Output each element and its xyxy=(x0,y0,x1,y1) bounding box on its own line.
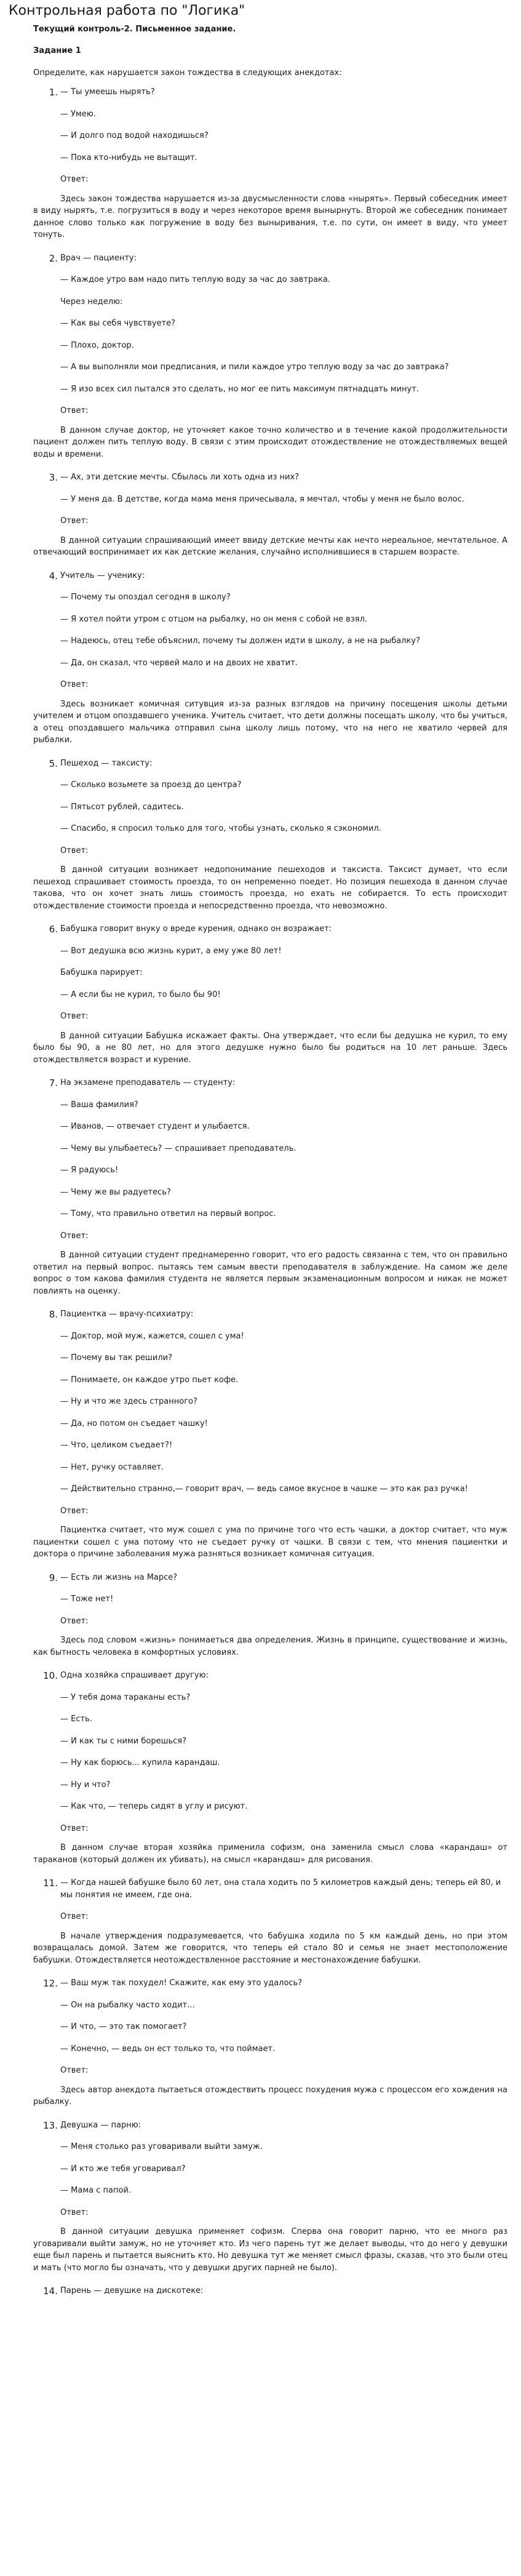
dialogue-line: — Умею. xyxy=(60,109,96,119)
anecdote-item xyxy=(33,758,507,913)
dialogue-line: — И как ты с ними борешься? xyxy=(60,1736,187,1746)
dialogue-line: — Понимаете, он каждое утро пьет кофе. xyxy=(60,1375,239,1385)
dialogue-line: — Чему вы улыбаетесь? — спрашивает преподаватель. xyxy=(60,1143,296,1153)
answer-text: Здесь возникает комичная ситувция из-за разных взглядов на причину посещения школы детьми учителем и отцом опоздавшего ученика. Учитель считает, что дети должны посещать школу, что бы учиться, а отец опоздавшего мальчика отправил сына школу лишь потому, что на него не хватило червей для рыбалки. xyxy=(33,699,507,745)
anecdote-item xyxy=(33,252,507,461)
dialogue-line: — Ну и что? xyxy=(60,1780,111,1790)
dialogue-line: — Когда нашей бабушке было 60 лет, она стала ходить по 5 километров каждый день; теперь ей 80, и мы понятия не имеем, где она. xyxy=(60,1878,501,1900)
dialogue-line: — Он на рыбалку часто ходит... xyxy=(60,2000,195,2010)
answer-label: Ответ: xyxy=(60,1012,89,1021)
dialogue-line: — А если бы не курил, то было бы 90! xyxy=(60,990,221,999)
dialogue-line: — Пятьсот рублей, садитесь. xyxy=(60,802,184,812)
dialogue-line: — Да, он сказал, что червей мало и на двоих не хватит. xyxy=(60,658,298,668)
dialogue-line: — Я радуюсь! xyxy=(60,1166,119,1175)
anecdote-number: 7. xyxy=(49,1078,58,1089)
dialogue-line: — Действительно странно,— говорит врач, — ведь самое вкусное в чашке — это как раз ручка! xyxy=(60,1484,468,1494)
dialogue-line: — Почему ты опоздал сегодня в школу? xyxy=(60,593,231,602)
anecdote-number: 6. xyxy=(49,924,58,935)
anecdote-number: 8. xyxy=(49,1309,58,1320)
dialogue-line: — Меня столько раз уговаривали выйти замуж. xyxy=(60,2142,263,2151)
dialogue-line: — Плохо, доктор. xyxy=(60,340,134,350)
answer-label: Ответ: xyxy=(60,1231,89,1241)
anecdote-item xyxy=(33,86,507,241)
answer-label: Ответ: xyxy=(60,846,89,855)
anecdote-list xyxy=(33,86,507,2297)
anecdote-number: 1. xyxy=(49,87,58,98)
dialogue-line: Пешеход — таксисту: xyxy=(60,758,153,768)
answer-label: Ответ: xyxy=(60,1506,89,1516)
dialogue-line: — Чему же вы радуетесь? xyxy=(60,1187,171,1197)
anecdote-number: 9. xyxy=(49,1572,58,1583)
dialogue-line: Через неделю: xyxy=(60,297,123,306)
answer-text: В начале утверждения подразумевается, что бабушка ходила по 5 км каждый день, но при этом возвращалась домой. Затем же говорится, что теперь ей стало 80 и семья не знает местоположение бабушки. Отождествляется неотождествленное расстояние и местонахождение бабушки. xyxy=(33,1931,507,1965)
dialogue-line: Одна хозяйка спрашивает другую: xyxy=(60,1671,209,1680)
answer-label: Ответ: xyxy=(60,1616,89,1626)
dialogue-line: Пациентка — врачу-психиатру: xyxy=(60,1310,194,1319)
answer-label: Ответ: xyxy=(60,175,89,184)
dialogue-line: — Ваш муж так похудел! Скажите, как ему это удалось? xyxy=(60,1978,303,1988)
dialogue-line: — Иванов, — отвечает студент и улыбается. xyxy=(60,1122,250,1131)
task-title: Задание 1 xyxy=(33,46,81,55)
anecdote-number: 2. xyxy=(49,252,58,264)
dialogue-line: Учитель — ученику: xyxy=(60,570,145,580)
dialogue-line: — Да, но потом он съедает чашку! xyxy=(60,1418,208,1428)
dialogue-line: — Есть. xyxy=(60,1714,92,1724)
answer-label: Ответ: xyxy=(60,406,89,415)
page-title: Контрольная работа по "Логика" xyxy=(9,3,245,18)
answer-text: Здесь закон тождества нарушается из-за двусмысленности слова «нырять». Первый собеседник имеет в виду нырять, т.е. погрузиться в воду и через некоторое время вынырнуть. Второй же собеседник понимает данное слово только как погружение в воду без выныривания, т.е. по сути, он имеет в виду, что умеет тонуть. xyxy=(33,194,507,239)
dialogue-line: Девушка — парню: xyxy=(60,2120,141,2130)
answer-label: Ответ: xyxy=(60,1823,89,1833)
answer-text: В данной ситуации спрашивающий имеет ввиду детские мечты как нечто нереальное, мечтательное. А отвечающий воспринимает их как детские желания, случайно исполнившиеся в старшем возрасте. xyxy=(33,535,507,557)
dialogue-line: — Надеюсь, отец тебе объяснил, почему ты должен идти в школу, а не на рыбалку? xyxy=(60,636,421,646)
dialogue-line: Парень — девушке на дискотеке: xyxy=(60,2286,204,2295)
anecdote-number: 14. xyxy=(43,2286,58,2297)
dialogue-line: — Спасибо, я спросил только для того, чтобы узнать, сколько я сэкономил. xyxy=(60,824,381,833)
dialogue-line: — У меня да. В детстве, когда мама меня причесывала, я мечтал, чтобы у меня не было волос. xyxy=(60,494,464,504)
answer-text: В данной ситуации возникает недопонимание пешеходов и таксиста. Таксист думает, что если пешеход спрашивает стоимость проезда, то он непременно поедет. Но позиция пешехода в данном случае такова, что он хочет знать лишь стоимость проезда, но ехать не собирается. То есть происходит отождествление стоимости проезда и непосредственно проезда, что невозможно. xyxy=(33,865,507,911)
dialogue-line: — Что, целиком съедает?! xyxy=(60,1441,173,1450)
answer-label: Ответ: xyxy=(60,2066,89,2075)
answer-text: В данном случае доктор, не уточняет какое точно количество и в течение какой продолжительности пациент должен пить теплую воду. В связи с этим происходит отождествление не отождествляемых вещей воды и времени. xyxy=(33,425,507,459)
dialogue-line: — Каждое утро вам надо пить теплую воду за час до завтрака. xyxy=(60,275,331,284)
answer-text: В данной ситуации девушка применяет софизм. Сперва она говорит парню, что ее много раз уговаривали выйти замуж, но не уточняет кто. Из чего парень тут же делает выводы, что до него у девушки еще был парень и пытается выяснить кто. Но девушка тут же меняет смысл фразы, сказав, что это были отец и мать (что могло бы означать, что у девушки других парней не было). xyxy=(33,2227,507,2273)
dialogue-line: — Конечно, — ведь он ест только то, что поймает. xyxy=(60,2044,276,2054)
answer-label: Ответ: xyxy=(60,2207,89,2217)
dialogue-line: — Тому, что правильно ответил на первый вопрос. xyxy=(60,1209,276,1218)
dialogue-line: — И долго под водой находишься? xyxy=(60,131,209,140)
dialogue-line: — Доктор, мой муж, кажется, сошел с ума! xyxy=(60,1331,244,1341)
answer-text: Здесь автор анекдота пытаеться отождествить процесс похудения мужа с процессом его хождения на рыбалку. xyxy=(33,2085,507,2106)
anecdote-item xyxy=(33,471,507,559)
dialogue-line: — А вы выполняли мои предписания, и пили каждое утро теплую воду за час до завтрака? xyxy=(60,362,449,372)
dialogue-line: — У тебя дома тараканы есть? xyxy=(60,1692,191,1702)
answer-text: Здесь под словом «жизнь» понимаеться два определения. Жизнь в принципе, существование и жизнь, как бытность человека в комфортных условиях. xyxy=(33,1636,507,1657)
dialogue-line: — Ваша фамилия? xyxy=(60,1100,138,1110)
anecdote-item xyxy=(33,1077,507,1297)
answer-label: Ответ: xyxy=(60,680,89,689)
dialogue-line: — Почему вы так решили? xyxy=(60,1353,173,1362)
answer-text: В данной ситуации студент преднамеренно говорит, что его радость связанна с тем, что он правильно ответил на первый вопрос. пытаясь тем самым ввести преподавателя в заблуждение. На самом же деле вопрос о том какова фамилия студента не является первым экзаменационным вопросом и никак не может повлиять на оценку. xyxy=(33,1250,507,1296)
dialogue-line: — Есть ли жизнь на Марсе? xyxy=(60,1572,178,1582)
answer-text: В данной ситуации Бабушка искажает факты. Она утверждает, что если бы дедушка не курил, то ему было бы 90, а не 80 лет, но для этого дедушке нужно было бы родиться на 10 лет раньше. Здесь отождествляется возраст и курение. xyxy=(33,1031,507,1065)
anecdote-number: 4. xyxy=(49,570,58,582)
answer-text: В данном случае вторая хозяйка применила софизм, она заменила смысл слова «карандаш» от тараканов (который должен их убивать), на смысл «карандаш» для рисования. xyxy=(33,1843,507,1865)
answer-text: Пациентка считает, что муж сошел с ума по причине того что есть чашки, а доктор считает, что муж пациентки сошел с ума потому что не съедает ручку от чашки. В связи с тем, что мнения пациентки и доктора о причине заболевания мужа разняться возникает комичная ситуация. xyxy=(33,1526,507,1559)
dialogue-line: — Сколько возьмете за проезд до центра? xyxy=(60,780,242,790)
anecdote-item xyxy=(33,923,507,1066)
anecdote-item xyxy=(33,2285,507,2297)
anecdote-number: 12. xyxy=(43,1978,58,1989)
anecdote-number: 13. xyxy=(43,2119,58,2131)
anecdote-item xyxy=(33,2119,507,2274)
dialogue-line: Бабушка говорит внуку о вреде курения, однако он возражает: xyxy=(60,924,332,934)
anecdote-item xyxy=(33,1977,507,2108)
answer-label: Ответ: xyxy=(60,516,89,526)
anecdote-item xyxy=(33,1572,507,1659)
dialogue-line: — Ну как борюсь... купила карандаш. xyxy=(60,1758,220,1767)
anecdote-item xyxy=(33,570,507,746)
task-intro: Определите, как нарушается закон тождества в следующих анекдотах: xyxy=(33,68,342,78)
anecdote-item xyxy=(33,1877,507,1966)
dialogue-line: — Ну и что же здесь странного? xyxy=(60,1397,197,1406)
anecdote-number: 11. xyxy=(43,1878,58,1889)
dialogue-line: — Вот дедушка всю жизнь курит, а ему уже 80 лет! xyxy=(60,946,282,956)
dialogue-line: — И что, — это так помогает? xyxy=(60,2022,187,2031)
dialogue-line: — И кто же тебя уговаривал? xyxy=(60,2164,186,2174)
dialogue-line: — Пока кто-нибудь не вытащит. xyxy=(60,153,197,162)
dialogue-line: — Нет, ручку оставляет. xyxy=(60,1462,164,1472)
document-subtitle: Текущий контроль-2. Письменное задание. xyxy=(33,24,236,34)
dialogue-line: — Мама с папой. xyxy=(60,2186,132,2195)
dialogue-line: — Как что, — теперь сидят в углу и рисуют. xyxy=(60,1802,248,1811)
anecdote-item xyxy=(33,1670,507,1866)
anecdote-number: 10. xyxy=(43,1670,58,1681)
dialogue-line: Бабушка парирует: xyxy=(60,968,143,977)
document-body xyxy=(9,23,507,2297)
dialogue-line: — Как вы себя чувствуете? xyxy=(60,319,176,328)
dialogue-line: Врач — пациенту: xyxy=(60,253,137,263)
answer-label: Ответ: xyxy=(60,1912,89,1921)
anecdote-number: 3. xyxy=(49,472,58,483)
dialogue-line: — Ты умеешь нырять? xyxy=(60,87,155,97)
dialogue-line: — Ах, эти детские мечты. Сбылась ли хоть одна из них? xyxy=(60,473,300,482)
dialogue-line: — Тоже нет! xyxy=(60,1594,114,1604)
anecdote-item xyxy=(33,1308,507,1561)
dialogue-line: На экзамене преподаватель — студенту: xyxy=(60,1078,236,1087)
anecdote-number: 5. xyxy=(49,758,58,769)
dialogue-line: — Я хотел пойти утром с отцом на рыбалку, но он меня с собой не взял. xyxy=(60,614,368,624)
dialogue-line: — Я изо всех сил пытался это сделать, но мог ее пить максимум пятнадцать минут. xyxy=(60,384,419,394)
